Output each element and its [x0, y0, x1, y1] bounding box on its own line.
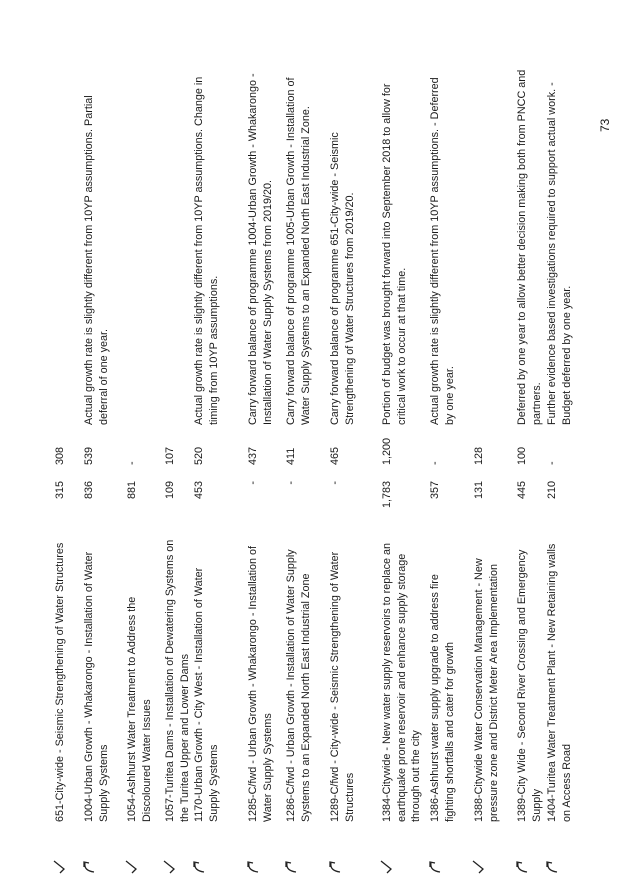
budget-value-1: 357: [429, 481, 441, 500]
budget-value-1: 131: [473, 481, 485, 500]
budget-value-1: 453: [193, 481, 205, 500]
tick-mark-icon: [472, 860, 486, 874]
comment-text: Actual growth rate is slightly different from 10YP assumptions. Partial deferral of one year.: [83, 95, 110, 425]
curve-mark-icon: [246, 860, 260, 874]
comment-text: Further evidence based investigations required to support actual work. - Budget deferred by one year.: [546, 82, 573, 425]
programme-name: 1388-Citywide Water Conservation Management - New pressure zone and District Meter Area Implementation: [473, 558, 500, 822]
budget-value-2: -: [126, 461, 138, 465]
budget-value-1: 1,783: [381, 481, 393, 509]
curve-mark-icon: [515, 860, 529, 874]
budget-value-2: -: [546, 461, 558, 465]
curve-mark-icon: [328, 860, 342, 874]
programme-name: 1384-Citywide - New water supply reservoirs to replace an earthquake prone reservoir and enhance supply storage through out the city: [381, 542, 422, 822]
comment-text: Carry forward balance of programme 1005-Urban Growth - Installation of Water Supply Systems to an Expanded North East Industrial Zone.: [285, 77, 312, 425]
programme-name: 1054-Ashhurst Water Treatment to Address the Discoloured Water Issues: [126, 596, 153, 822]
tick-mark-icon: [163, 860, 177, 874]
budget-value-2: 437: [247, 446, 259, 465]
budget-value-2: 520: [193, 446, 205, 465]
programme-name: 1285-C/fwd - Urban Growth - Whakarongo - Installation of Water Supply Systems: [247, 545, 274, 822]
budget-value-2: 539: [83, 446, 95, 465]
budget-value-1: 109: [164, 481, 176, 500]
programme-name: 1170-Urban Growth - City West - Installation of Water Supply Systems: [193, 567, 220, 822]
comment-text: Carry forward balance of programme 1004-Urban Growth - Whakarongo - Installation of Water Supply Systems from 2019/20.: [247, 73, 274, 425]
budget-value-1: 881: [126, 481, 138, 500]
programme-name: 1389-City Wide - Second River Crossing and Emergency Supply: [516, 549, 543, 822]
programme-name: 1386-Ashhurst water supply upgrade to address fire fighting shortfalls and cater for growth: [429, 574, 456, 822]
comment-text: Actual growth rate is slightly different from 10YP assumptions. - Deferred by one year.: [429, 77, 456, 425]
comment-text: Carry forward balance of programme 651-City-wide - Seismic Strengthening of Water Structures from 2019/20.: [329, 132, 356, 425]
tick-mark-icon: [125, 860, 139, 874]
tick-mark-icon: [380, 860, 394, 874]
curve-mark-icon: [82, 860, 96, 874]
curve-mark-icon: [428, 860, 442, 874]
programme-name: 1057-Turitea Dams - Installation of Dewatering Systems on the Turitea Upper and Lower Dams: [164, 539, 191, 822]
programme-name: 1289-C/fwd - City-wide - Seismic Strengthening of Water Structures: [329, 551, 356, 822]
budget-value-2: 411: [285, 447, 297, 465]
programme-name: 651-City-wide - Seismic Strengthening of Water Structures: [54, 542, 66, 822]
programme-name: 1004-Urban Growth - Whakarongo - Installation of Water Supply Systems: [83, 551, 110, 822]
page-number: 73: [598, 118, 612, 132]
budget-value-1: 445: [516, 481, 528, 500]
budget-value-1: 210: [546, 481, 558, 500]
budget-value-2: 100: [516, 446, 528, 465]
programme-name: 1404-Turitea Water Treatment Plant - New Retaining walls on Access Road: [546, 543, 573, 822]
curve-mark-icon: [192, 860, 206, 874]
comment-text: Deferred by one year to allow better decision making both from PNCC and partners.: [516, 69, 543, 425]
budget-value-2: 1,200: [381, 437, 393, 465]
budget-value-1: -: [247, 481, 259, 485]
budget-value-2: 107: [164, 446, 176, 465]
curve-mark-icon: [545, 860, 559, 874]
budget-value-2: 465: [329, 446, 341, 465]
tick-mark-icon: [53, 860, 67, 874]
comment-text: Portion of budget was brought forward into September 2018 to allow for critical work to occur at that time.: [381, 83, 408, 425]
budget-value-1: -: [285, 481, 297, 485]
budget-value-1: 836: [83, 481, 95, 500]
budget-value-1: -: [329, 481, 341, 485]
programme-name: 1286-C/fwd - Urban Growth - Installation of Water Supply Systems to an Expanded North East Industrial Zone: [285, 549, 312, 822]
budget-value-1: 315: [54, 481, 66, 500]
budget-value-2: 308: [54, 446, 66, 465]
budget-value-2: 128: [473, 446, 485, 465]
budget-value-2: -: [429, 461, 441, 465]
comment-text: Actual growth rate is slightly different from 10YP assumptions. Change in timing from 10YP assumptions.: [193, 76, 220, 425]
curve-mark-icon: [284, 860, 298, 874]
